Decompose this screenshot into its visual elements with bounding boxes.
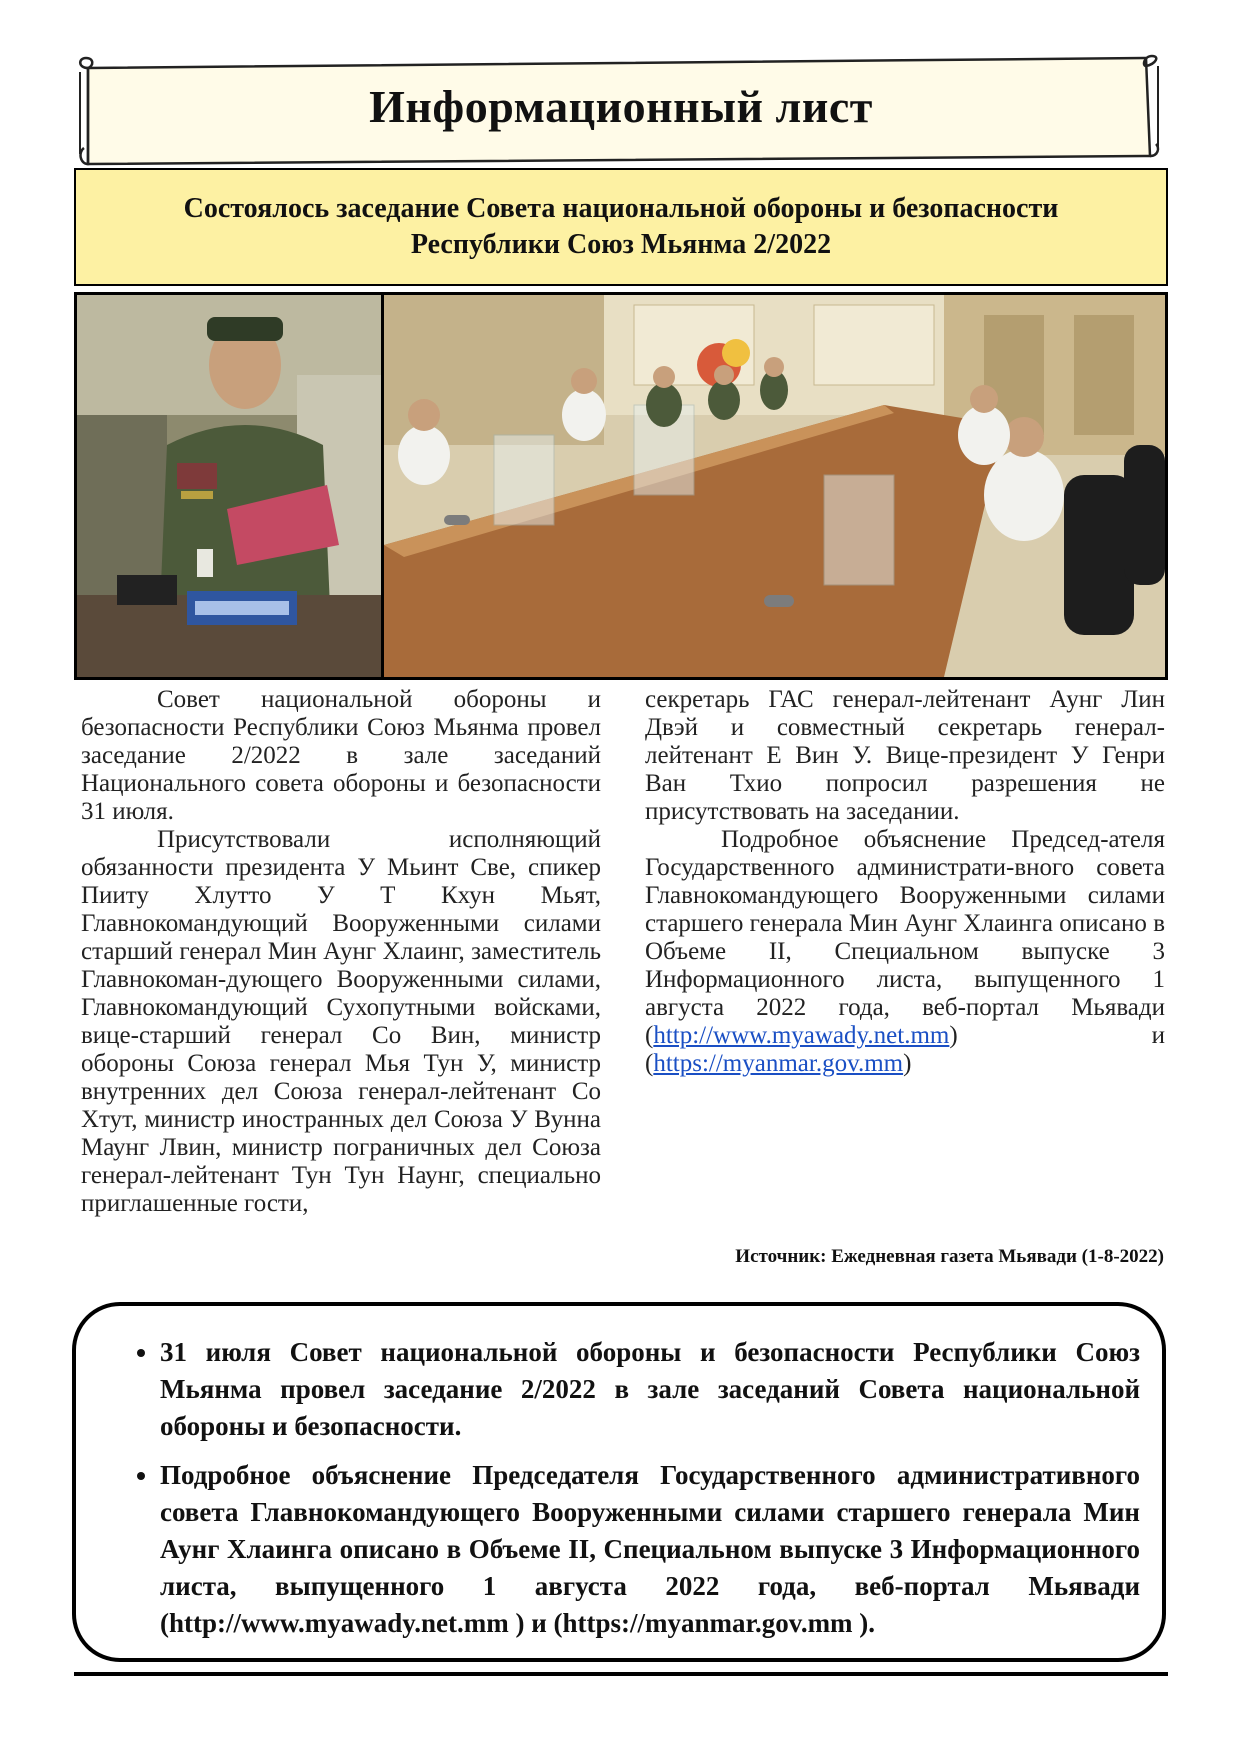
summary-item-2: • Подробное объяснение Председателя Государственного административного совета Главнокомандующего Вооруженными силами старшего генерала Мин Аунг Хлаинга описано в Объеме II, Специальном выпуске 3 Информационного листа, выпущенного 1 августа 2022 года, веб-портал Мьявади (http://www.myawady.net.mm ) и (https://myanmar.gov.mm ). bbox=[160, 1457, 1140, 1642]
article-column-right bbox=[645, 686, 1165, 1286]
photo-meeting-room bbox=[384, 295, 1165, 677]
article-column-left bbox=[81, 686, 601, 1286]
headline-box bbox=[74, 168, 1168, 286]
paragraph-3-text: Подробное объяснение Председ-ателя Государственного администрати-вного совета Главнокомандующего Вооруженными силами старшего генерала Мин Аунг Хлаинга описано в Объеме II, Специальном выпуске 3 Информационного листа, выпущенного 1 августа 2022 года, веб-портал Мьявади ( bbox=[645, 826, 1165, 1049]
article-paragraph-2-continued: секретарь ГАС генерал-лейтенант Аунг Лин Двэй и совместный секретарь генерал-лейтенант Е Вин У. Вице-президент У Генри Ван Тхио попросил разрешения не присутствовать на заседании. bbox=[645, 686, 1165, 825]
source-credit: Источник: Ежедневная газета Мьявади (1-8-2022) bbox=[735, 1246, 1164, 1267]
title-banner bbox=[76, 52, 1166, 170]
article-body bbox=[81, 686, 1165, 1286]
article-paragraph-2: Присутствовали исполняющий обязанности президента У Мьинт Све, спикер Пииту Хлутто У Т Кхун Мьят, Главнокомандующий Вооруженными силами старший генерал Мин Аунг Хлаинг, заместитель Главнокоман-дующего Вооруженными силами, Главнокомандующий Сухопутными войсками, вице-старший генерал Со Вин, министр обороны Союза генерал Мья Тун У, министр внутренних дел Союза генерал-лейтенант Со Хтут, министр иностранных дел Союза У Вунна Маунг Лвин, министр пограничных дел Союза генерал-лейтенант Тун Тун Наунг, специально приглашенные гости, bbox=[81, 826, 601, 1217]
bottom-divider bbox=[74, 1672, 1168, 1676]
closing-paren: ) bbox=[903, 1050, 912, 1077]
headline-line-2: Республики Союз Мьянма 2/2022 bbox=[410, 229, 832, 260]
page-title: Информационный лист bbox=[369, 81, 873, 132]
myanmar-gov-link[interactable]: https://myanmar.gov.mm bbox=[653, 1050, 904, 1077]
photo-speaker bbox=[77, 295, 381, 677]
summary-item-1: • 31 июля Совет национальной обороны и безопасности Республики Союз Мьянма провел заседание 2/2022 в зале заседаний Совета национальной обороны и безопасности. bbox=[160, 1334, 1140, 1445]
photo-strip bbox=[74, 292, 1168, 680]
summary-box bbox=[72, 1302, 1166, 1662]
article-paragraph-3 bbox=[645, 826, 1165, 1078]
link-separator: ) и ( bbox=[645, 1022, 1165, 1077]
myawady-link[interactable]: http://www.myawady.net.mm bbox=[653, 1022, 950, 1049]
article-paragraph-1: Совет национальной обороны и безопасности Республики Союз Мьянма провел заседание 2/2022 в зале заседаний Национального совета обороны и безопасности 31 июля. bbox=[81, 686, 601, 825]
headline-line-1: Состоялось заседание Совета национальной обороны и безопасности bbox=[183, 193, 1059, 224]
summary-list bbox=[126, 1334, 1140, 1642]
